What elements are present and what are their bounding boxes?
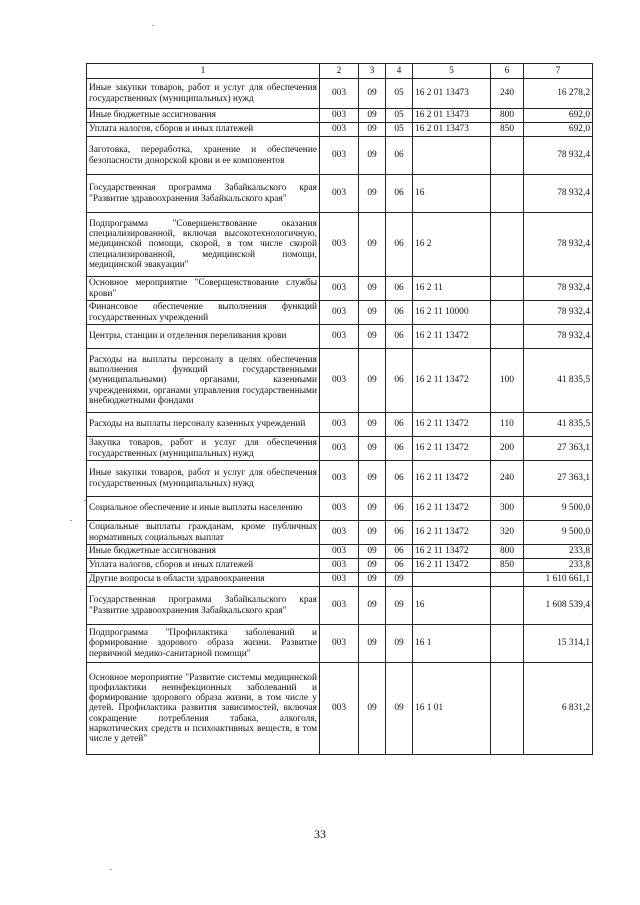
cell-ved: 003 bbox=[320, 175, 359, 213]
table-row bbox=[87, 349, 593, 413]
cell-name: Иные бюджетные ассигнования bbox=[87, 109, 320, 123]
cell-sum: 78 932,4 bbox=[524, 325, 593, 349]
cell-ved: 003 bbox=[320, 349, 359, 413]
cell-rz: 09 bbox=[359, 175, 386, 213]
cell-sum: 9 500,0 bbox=[524, 521, 593, 545]
table-row bbox=[87, 213, 593, 277]
cell-csr: 16 2 11 13472 bbox=[413, 437, 491, 461]
cell-ved: 003 bbox=[320, 123, 359, 137]
table-row bbox=[87, 79, 593, 109]
cell-csr: 16 1 01 bbox=[413, 663, 491, 755]
cell-pr: 06 bbox=[386, 175, 413, 213]
table-row bbox=[87, 123, 593, 137]
scan-speck bbox=[70, 520, 72, 521]
cell-rz: 09 bbox=[359, 461, 386, 497]
cell-vr bbox=[491, 301, 524, 325]
cell-rz: 09 bbox=[359, 79, 386, 109]
cell-pr: 09 bbox=[386, 587, 413, 625]
cell-vr: 850 bbox=[491, 559, 524, 573]
cell-name: Государственная программа Забайкальского края "Развитие здравоохранения Забайкальского края" bbox=[87, 587, 320, 625]
table-row bbox=[87, 277, 593, 301]
cell-rz: 09 bbox=[359, 123, 386, 137]
cell-ved: 003 bbox=[320, 213, 359, 277]
cell-name: Закупка товаров, работ и услуг для обеспечения государственных (муниципальных) нужд bbox=[87, 437, 320, 461]
cell-name: Финансовое обеспечение выполнения функций государственных учреждений bbox=[87, 301, 320, 325]
cell-sum: 9 500,0 bbox=[524, 497, 593, 521]
table-row bbox=[87, 325, 593, 349]
cell-name: Подпрограмма "Совершенствование оказания специализированной, включая высокотехнологичную, медицинской помощи, скорой, в том числе скорой специализированной, медицинской помощи, медицинской эвакуации" bbox=[87, 213, 320, 277]
cell-csr: 16 2 11 10000 bbox=[413, 301, 491, 325]
cell-sum: 27 363,1 bbox=[524, 437, 593, 461]
cell-pr: 06 bbox=[386, 213, 413, 277]
cell-rz: 09 bbox=[359, 437, 386, 461]
cell-name: Социальные выплаты гражданам, кроме публичных нормативных социальных выплат bbox=[87, 521, 320, 545]
cell-vr: 800 bbox=[491, 109, 524, 123]
cell-vr bbox=[491, 137, 524, 175]
cell-vr bbox=[491, 587, 524, 625]
cell-ved: 003 bbox=[320, 521, 359, 545]
cell-pr: 06 bbox=[386, 349, 413, 413]
cell-ved: 003 bbox=[320, 437, 359, 461]
table-row bbox=[87, 301, 593, 325]
cell-rz: 09 bbox=[359, 277, 386, 301]
cell-ved: 003 bbox=[320, 587, 359, 625]
cell-sum: 78 932,4 bbox=[524, 175, 593, 213]
table-row bbox=[87, 559, 593, 573]
cell-rz: 09 bbox=[359, 625, 386, 663]
cell-sum: 692,0 bbox=[524, 109, 593, 123]
cell-csr: 16 2 11 13472 bbox=[413, 325, 491, 349]
column-header: 6 bbox=[491, 64, 524, 79]
column-header: 7 bbox=[524, 64, 593, 79]
table-body bbox=[87, 79, 593, 755]
cell-csr: 16 2 11 bbox=[413, 277, 491, 301]
cell-sum: 15 314,1 bbox=[524, 625, 593, 663]
table-row bbox=[87, 521, 593, 545]
cell-rz: 09 bbox=[359, 301, 386, 325]
cell-sum: 41 835,5 bbox=[524, 413, 593, 437]
cell-vr: 800 bbox=[491, 545, 524, 559]
cell-csr: 16 2 11 13472 bbox=[413, 521, 491, 545]
cell-vr: 320 bbox=[491, 521, 524, 545]
budget-table bbox=[86, 63, 593, 755]
cell-name: Социальное обеспечение и иные выплаты населению bbox=[87, 497, 320, 521]
cell-pr: 06 bbox=[386, 277, 413, 301]
cell-csr: 16 2 01 13473 bbox=[413, 123, 491, 137]
column-header: 4 bbox=[386, 64, 413, 79]
cell-pr: 06 bbox=[386, 437, 413, 461]
table-row bbox=[87, 175, 593, 213]
cell-sum: 78 932,4 bbox=[524, 277, 593, 301]
cell-pr: 06 bbox=[386, 325, 413, 349]
table-row bbox=[87, 413, 593, 437]
table-row bbox=[87, 573, 593, 587]
cell-vr: 240 bbox=[491, 461, 524, 497]
cell-sum: 233,8 bbox=[524, 559, 593, 573]
cell-sum: 1 608 539,4 bbox=[524, 587, 593, 625]
cell-ved: 003 bbox=[320, 413, 359, 437]
table-row bbox=[87, 497, 593, 521]
cell-ved: 003 bbox=[320, 137, 359, 175]
cell-ved: 003 bbox=[320, 625, 359, 663]
cell-pr: 06 bbox=[386, 497, 413, 521]
cell-vr bbox=[491, 625, 524, 663]
cell-sum: 1 610 661,1 bbox=[524, 573, 593, 587]
cell-rz: 09 bbox=[359, 497, 386, 521]
cell-vr bbox=[491, 175, 524, 213]
cell-sum: 41 835,5 bbox=[524, 349, 593, 413]
cell-sum: 27 363,1 bbox=[524, 461, 593, 497]
cell-name: Расходы на выплаты персоналу казенных учреждений bbox=[87, 413, 320, 437]
cell-ved: 003 bbox=[320, 545, 359, 559]
cell-rz: 09 bbox=[359, 413, 386, 437]
cell-rz: 09 bbox=[359, 545, 386, 559]
cell-vr: 100 bbox=[491, 349, 524, 413]
cell-name: Иные бюджетные ассигнования bbox=[87, 545, 320, 559]
cell-name: Расходы на выплаты персоналу в целях обеспечения выполнения функций государственными (муниципальными) органами, казенными учреждениями, органами управления государственными внебюджетными фондами bbox=[87, 349, 320, 413]
cell-rz: 09 bbox=[359, 213, 386, 277]
cell-csr: 16 2 11 13472 bbox=[413, 497, 491, 521]
table-row bbox=[87, 461, 593, 497]
table-row bbox=[87, 625, 593, 663]
cell-csr: 16 2 bbox=[413, 213, 491, 277]
cell-pr: 05 bbox=[386, 109, 413, 123]
cell-pr: 06 bbox=[386, 521, 413, 545]
scan-speck bbox=[84, 500, 86, 501]
cell-name: Иные закупки товаров, работ и услуг для обеспечения государственных (муниципальных) нужд bbox=[87, 461, 320, 497]
cell-csr: 16 bbox=[413, 175, 491, 213]
cell-name: Основное мероприятие "Совершенствование службы крови" bbox=[87, 277, 320, 301]
cell-pr: 09 bbox=[386, 663, 413, 755]
cell-csr: 16 1 bbox=[413, 625, 491, 663]
cell-name: Другие вопросы в области здравоохранения bbox=[87, 573, 320, 587]
cell-vr bbox=[491, 277, 524, 301]
cell-csr: 16 2 11 13472 bbox=[413, 461, 491, 497]
cell-vr bbox=[491, 325, 524, 349]
column-header: 2 bbox=[320, 64, 359, 79]
cell-pr: 06 bbox=[386, 559, 413, 573]
cell-pr: 06 bbox=[386, 301, 413, 325]
cell-csr: 16 2 11 13472 bbox=[413, 349, 491, 413]
cell-pr: 06 bbox=[386, 545, 413, 559]
cell-pr: 05 bbox=[386, 79, 413, 109]
cell-sum: 233,8 bbox=[524, 545, 593, 559]
table-header-row bbox=[87, 64, 593, 79]
cell-sum: 16 278,2 bbox=[524, 79, 593, 109]
cell-name: Уплата налогов, сборов и иных платежей bbox=[87, 559, 320, 573]
cell-name: Подпрограмма "Профилактика заболеваний и формирование здорового образа жизни. Развитие первичной медико-санитарной помощи" bbox=[87, 625, 320, 663]
column-header: 5 bbox=[413, 64, 491, 79]
cell-csr bbox=[413, 137, 491, 175]
column-header: 1 bbox=[87, 64, 320, 79]
cell-vr bbox=[491, 573, 524, 587]
cell-sum: 6 831,2 bbox=[524, 663, 593, 755]
table-row bbox=[87, 663, 593, 755]
scan-speck bbox=[152, 25, 154, 26]
cell-ved: 003 bbox=[320, 79, 359, 109]
cell-rz: 09 bbox=[359, 559, 386, 573]
cell-ved: 003 bbox=[320, 573, 359, 587]
cell-pr: 05 bbox=[386, 123, 413, 137]
scan-speck bbox=[110, 869, 112, 870]
cell-pr: 06 bbox=[386, 137, 413, 175]
cell-csr: 16 bbox=[413, 587, 491, 625]
cell-name: Заготовка, переработка, хранение и обеспечение безопасности донорской крови и ее компонентов bbox=[87, 137, 320, 175]
cell-ved: 003 bbox=[320, 301, 359, 325]
cell-ved: 003 bbox=[320, 109, 359, 123]
cell-sum: 78 932,4 bbox=[524, 213, 593, 277]
table-row bbox=[87, 545, 593, 559]
cell-vr: 240 bbox=[491, 79, 524, 109]
cell-rz: 09 bbox=[359, 137, 386, 175]
cell-ved: 003 bbox=[320, 559, 359, 573]
cell-rz: 09 bbox=[359, 587, 386, 625]
cell-rz: 09 bbox=[359, 325, 386, 349]
cell-csr: 16 2 01 13473 bbox=[413, 109, 491, 123]
cell-vr: 850 bbox=[491, 123, 524, 137]
cell-vr bbox=[491, 663, 524, 755]
cell-pr: 06 bbox=[386, 413, 413, 437]
page-number: 33 bbox=[314, 827, 326, 841]
cell-name: Центры, станции и отделения переливания крови bbox=[87, 325, 320, 349]
cell-name: Государственная программа Забайкальского края "Развитие здравоохранения Забайкальского края" bbox=[87, 175, 320, 213]
cell-rz: 09 bbox=[359, 521, 386, 545]
cell-csr: 16 2 11 13472 bbox=[413, 545, 491, 559]
cell-ved: 003 bbox=[320, 461, 359, 497]
cell-sum: 78 932,4 bbox=[524, 137, 593, 175]
table-row bbox=[87, 587, 593, 625]
cell-rz: 09 bbox=[359, 663, 386, 755]
column-header: 3 bbox=[359, 64, 386, 79]
cell-csr bbox=[413, 573, 491, 587]
cell-vr: 300 bbox=[491, 497, 524, 521]
cell-ved: 003 bbox=[320, 277, 359, 301]
cell-vr: 200 bbox=[491, 437, 524, 461]
cell-name: Уплата налогов, сборов и иных платежей bbox=[87, 123, 320, 137]
cell-rz: 09 bbox=[359, 109, 386, 123]
cell-pr: 09 bbox=[386, 625, 413, 663]
cell-name: Иные закупки товаров, работ и услуг для обеспечения государственных (муниципальных) нужд bbox=[87, 79, 320, 109]
cell-vr: 110 bbox=[491, 413, 524, 437]
cell-name: Основное мероприятие "Развитие системы медицинской профилактики неинфекционных заболеваний и формирование здорового образа жизни, в том числе у детей. Профилактика развития зависимостей, включая сокращение потребления табака, алкоголя, наркотических средств и психоактивных веществ, в том числе у детей" bbox=[87, 663, 320, 755]
cell-pr: 09 bbox=[386, 573, 413, 587]
table-row bbox=[87, 109, 593, 123]
cell-pr: 06 bbox=[386, 461, 413, 497]
table-row bbox=[87, 437, 593, 461]
cell-sum: 692,0 bbox=[524, 123, 593, 137]
cell-ved: 003 bbox=[320, 325, 359, 349]
cell-ved: 003 bbox=[320, 663, 359, 755]
cell-csr: 16 2 01 13473 bbox=[413, 79, 491, 109]
cell-vr bbox=[491, 213, 524, 277]
table-row bbox=[87, 137, 593, 175]
cell-rz: 09 bbox=[359, 573, 386, 587]
cell-csr: 16 2 11 13472 bbox=[413, 413, 491, 437]
cell-ved: 003 bbox=[320, 497, 359, 521]
cell-sum: 78 932,4 bbox=[524, 301, 593, 325]
cell-rz: 09 bbox=[359, 349, 386, 413]
cell-csr: 16 2 11 13472 bbox=[413, 559, 491, 573]
